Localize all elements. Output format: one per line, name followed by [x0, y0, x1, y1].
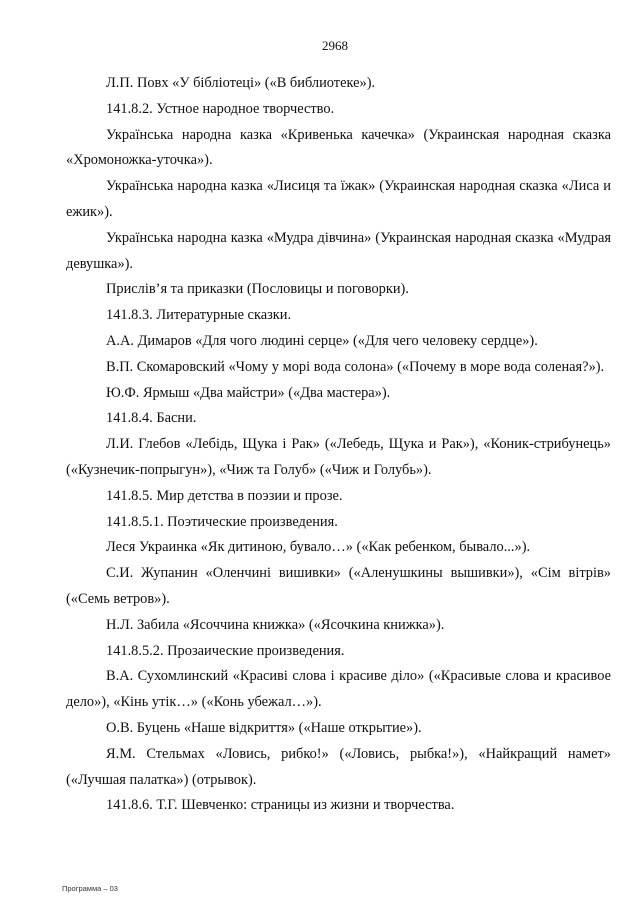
paragraph: О.В. Буцень «Наше відкриття» («Наше открытие»).: [106, 719, 422, 736]
paragraph: А.А. Димаров «Для чого людині серце» («Для чего человеку сердце»).: [106, 332, 538, 349]
paragraph: Українська народна казка «Лисиця та їжак» (Украинская народная сказка «Лиса и ежик»).: [66, 178, 611, 220]
paragraph: Л.П. Повх «У бібліотеці» («В библиотеке»).: [106, 75, 376, 91]
paragraph: В.П. Скомаровский «Чому у морі вода солона» («Почему в море вода соленая?»).: [106, 358, 605, 375]
paragraph: Л.И. Глебов «Лебідь, Щука і Рак» («Лебедь, Щука и Рак»), «Коник-стрибунець» («Кузнечик-попрыгун»), «Чиж та Голуб» («Чиж и Голубь»).: [66, 436, 611, 478]
paragraph: Українська народна казка «Кривенька качечка» (Украинская народная сказка «Хромоножка-уточка»).: [66, 126, 611, 169]
paragraph: Ю.Ф. Ярмыш «Два майстри» («Два мастера»).: [106, 384, 391, 401]
page-number: 2968: [322, 38, 348, 53]
section-heading: 141.8.5. Мир детства в поэзии и прозе.: [106, 487, 343, 504]
section-heading: 141.8.2. Устное народное творчество.: [106, 100, 335, 117]
page-footer: Программа – 03: [62, 884, 118, 893]
paragraph: Леся Украинка «Як дитиною, бувало…» («Как ребенком, бывало...»).: [106, 539, 531, 556]
paragraph: Я.М. Стельмах «Ловись, рибко!» («Ловись, рыбка!»), «Найкращий намет» («Лучшая палатка») (отрывок).: [66, 745, 611, 788]
section-heading: 141.8.3. Литературные сказки.: [106, 307, 292, 324]
paragraph: Н.Л. Забила «Ясоччина книжка» («Ясочкина книжка»).: [106, 616, 445, 633]
section-heading: 141.8.5.2. Прозаические произведения.: [106, 642, 345, 659]
section-heading: 141.8.6. Т.Г. Шевченко: страницы из жизни и творчества.: [106, 797, 455, 814]
document-body: [66, 71, 611, 819]
section-heading: 141.8.5.1. Поэтические произведения.: [106, 513, 338, 530]
paragraph: Прислів’я та приказки (Пословицы и поговорки).: [106, 281, 409, 298]
paragraph: Українська народна казка «Мудра дівчина» (Украинская народная сказка «Мудрая девушка»).: [66, 229, 611, 272]
paragraph: С.И. Жупанин «Оленчині вишивки» («Аленушкины вышивки»), «Сім вітрів» («Семь ветров»).: [66, 565, 611, 607]
section-heading: 141.8.4. Басни.: [106, 410, 197, 427]
paragraph: В.А. Сухомлинский «Красиві слова і красиве діло» («Красивые слова и красивое дело»), «Кінь утік…» («Конь убежал…»).: [66, 668, 611, 711]
